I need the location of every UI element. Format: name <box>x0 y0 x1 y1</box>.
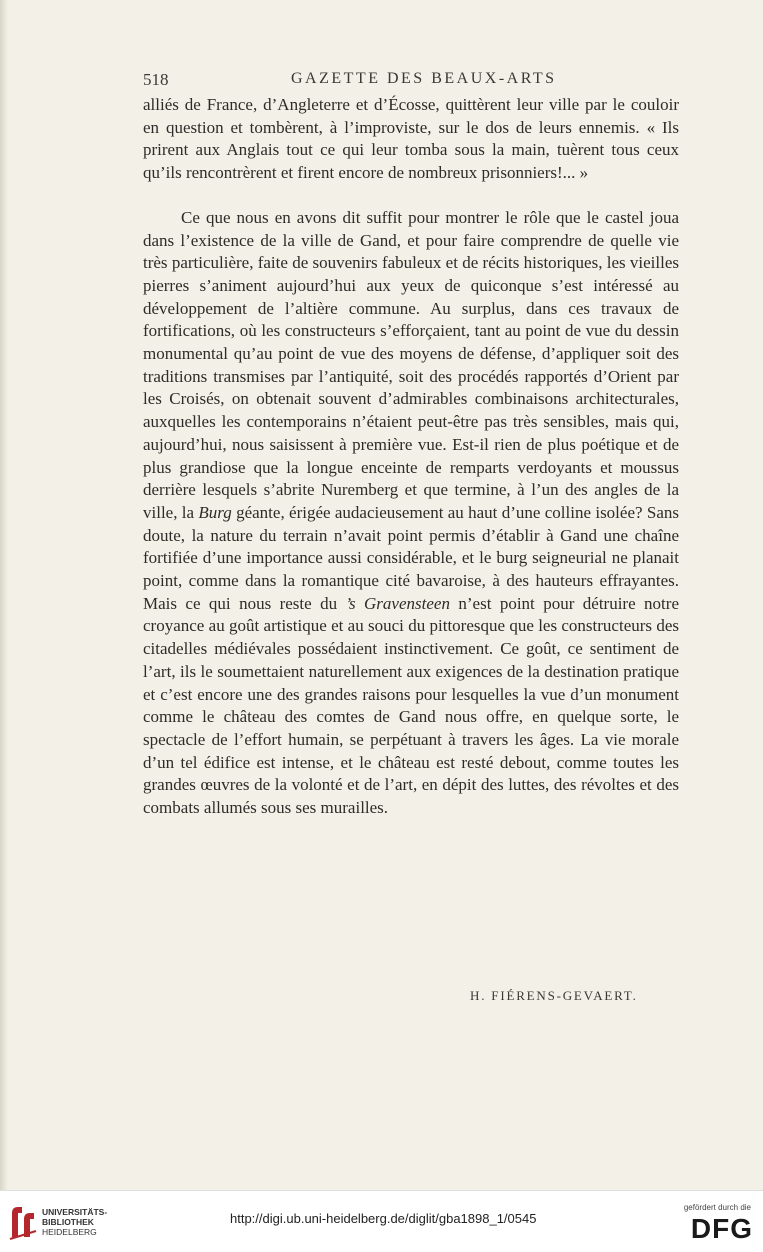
funding-label: gefördert durch die <box>683 1203 751 1212</box>
page-number: 518 <box>143 70 169 89</box>
permalink-url[interactable]: http://digi.ub.uni-heidelberg.de/diglit/gba1898_1/0545 <box>230 1211 537 1226</box>
university-library-logo-icon <box>8 1203 38 1241</box>
dfg-logo: DFG <box>690 1213 753 1244</box>
library-name <box>42 1207 107 1237</box>
paragraph-2-text-c: n’est point pour détruire notre croyance au goût artistique et au souci du pittoresque que les constructeurs des citadelles médiévales possédaient instinctivement. Ce goût, ce sentiment de l’art, ils le soumettaient naturellement aux exigences de la destination pratique et c’est encore une des grandes raisons pour lesquelles la vue d’un monument comme le château des comtes de Gand nous offre, en quelque sorte, le spectacle de l’effort humain, se perpétuant à travers les âges. La vie morale d’un tel édifice est intense, et le château est resté debout, comme toutes les grandes œuvres de la volonté et de l’art, en dépit des luttes, des révoltes et des combats allumés sous ses murailles. <box>143 593 679 818</box>
burg-italic: Burg <box>198 502 232 522</box>
paragraph-1: alliés de France, d’Angleterre et d’Écosse, quittèrent leur ville par le couloir en question et tombèrent, à l’improviste, sur le dos de leurs ennemis. « Ils prirent aux Anglais tout ce qui leur tomba sous la main, tuèrent tous ceux qu’ils rencontrèrent et firent encore de nombreux prisonniers!... » <box>143 95 679 183</box>
author-signature: H. FIÉRENS-GEVAERT. <box>470 988 638 1003</box>
running-head <box>143 70 683 94</box>
library-name-line-2: BIBLIOTHEK <box>42 1217 94 1227</box>
library-name-line-1: UNIVERSITÄTS- <box>42 1207 108 1217</box>
page-edge-shadow <box>0 0 8 1190</box>
paragraph-2 <box>143 207 679 820</box>
paragraph-2-text-a: Ce que nous en avons dit suffit pour montrer le rôle que le castel joua dans l’existence de la ville de Gand, et pour faire comprendre de quelle vie très particulière, faite de souvenirs fabuleux et de récits historiques, les vieilles pierres s’animent aujourd’hui aux yeux de quiconque s’est intéressé au développement de l’altière commune. Au surplus, dans ces travaux de fortifications, où les constructeurs s’efforçaient, tant au point de vue du dessin monumental qu’au point de vue des moyens de défense, d’appliquer soit des traditions transmises par l’antiquité, soit des procédés rapportés d’Orient par les Croisés, on obtenait souvent d’admirables combinaisons architecturales, auxquelles les contemporains n’étaient peut-être pas très sensibles, mais qui, aujourd’hui, nous saisissent à première vue. Est-il rien de plus poétique et de plus grandiose que la longue enceinte de remparts verdoyants et moussus derrière lesquels s’abrite Nuremberg et que termine, à l’un des angles de la ville, la <box>143 207 679 522</box>
library-name-line-3: HEIDELBERG <box>42 1227 97 1237</box>
article-body <box>143 94 679 820</box>
paragraph-2-text-b: géante, érigée audacieusement au haut d’une colline isolée? Sans doute, la nature du terrain n’avait point permis d’établir à Gand une chaîne fortifiée d’une importance aussi considérable, et le burg seigneurial ne planait point, comme dans la romantique cité bavaroise, à des hauteurs effrayantes. Mais ce qui nous reste du <box>143 502 679 613</box>
gravensteen-italic: ’s Gravensteen <box>345 593 450 613</box>
journal-title: GAZETTE DES BEAUX-ARTS <box>291 70 557 87</box>
footer-bar <box>0 1190 763 1252</box>
